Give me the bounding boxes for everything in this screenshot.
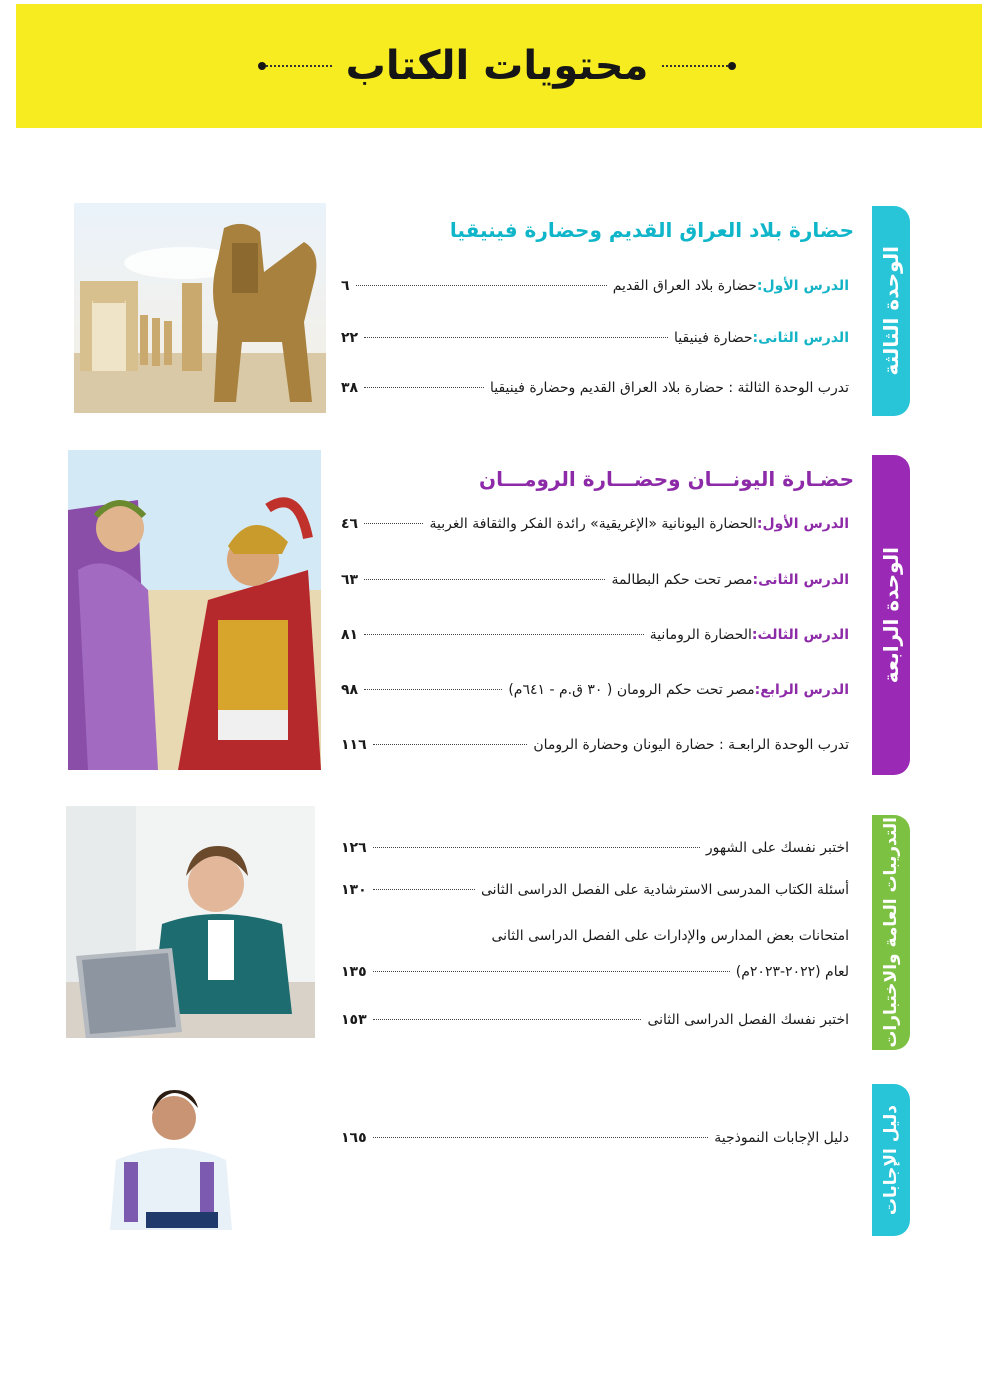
entry-title: اختبر نفسك الفصل الدراسى الثانى — [647, 1012, 849, 1028]
page-number: ١٢٦ — [341, 840, 367, 856]
tab-label: الوحدة الرابعة — [879, 546, 903, 684]
leader-dots — [373, 744, 528, 745]
page-number: ٣٨ — [341, 380, 359, 396]
toc-row[interactable] — [341, 380, 849, 396]
leader-dots — [373, 889, 475, 890]
tab-unit-three[interactable] — [872, 206, 910, 416]
page-number: ١١٦ — [341, 737, 367, 753]
lesson-label: الدرس الثانى: — [752, 572, 849, 588]
toc-row[interactable] — [341, 682, 849, 698]
lesson-title: حضارة بلاد العراق القديم — [612, 278, 757, 294]
page-number: ٩٨ — [341, 682, 359, 698]
page-number: ١٣٥ — [341, 964, 367, 980]
entry-title: امتحانات بعض المدارس والإدارات على الفصل الدراسى الثانى — [491, 928, 849, 944]
entry-title: اختبر نفسك على الشهور — [705, 840, 849, 856]
leader-dots — [356, 285, 607, 286]
entry-title: أسئلة الكتاب المدرسى الاسترشادية على الفصل الدراسى الثانى — [480, 882, 849, 898]
toc-row[interactable] — [341, 572, 849, 588]
tab-label: دليل الإجابات — [881, 1104, 901, 1216]
bullet-dot — [728, 62, 736, 70]
page-number: ٦ — [341, 278, 350, 294]
lesson-label: الدرس الأول: — [756, 278, 849, 294]
lesson-label: الدرس الأول: — [756, 516, 849, 532]
leader-dots — [373, 847, 700, 848]
entry-title: دليل الإجابات النموذجية — [714, 1130, 849, 1146]
leader-dots — [364, 634, 644, 635]
dotted-rule — [662, 65, 728, 67]
toc-row[interactable] — [341, 737, 849, 753]
page-number: ١٥٣ — [341, 1012, 367, 1028]
toc-row[interactable] — [341, 1130, 849, 1146]
leader-dots — [364, 579, 605, 580]
leader-dots — [364, 689, 502, 690]
page-number: ١٣٠ — [341, 882, 367, 898]
toc-row[interactable] — [341, 278, 849, 294]
student-laptop-photo — [66, 806, 315, 1038]
lesson-label: الدرس الثالث: — [751, 627, 849, 643]
lesson-title: الحضارة الرومانية — [649, 627, 752, 643]
toc-row[interactable] — [341, 627, 849, 643]
lesson-title: تدرب الوحدة الثالثة : حضارة بلاد العراق القديم وحضارة فينيقيا — [489, 380, 849, 396]
leader-dots — [373, 1019, 642, 1020]
toc-row[interactable] — [341, 330, 849, 346]
toc-row[interactable] — [341, 516, 849, 532]
unit-heading: حضارة بلاد العراق القديم وحضارة فينيقيا — [449, 218, 854, 242]
lesson-title: حضارة فينيقيا — [674, 330, 753, 346]
lesson-title: تدرب الوحدة الرابعـة : حضارة اليونان وحضارة الرومان — [533, 737, 849, 753]
tab-unit-four[interactable] — [872, 455, 910, 775]
student-reading-photo — [96, 1080, 242, 1230]
lesson-title: مصر تحت حكم البطالمة — [611, 572, 753, 588]
page-number: ٤٦ — [341, 516, 359, 532]
page-number: ١٦٥ — [341, 1130, 367, 1146]
dotted-rule — [266, 65, 332, 67]
title-row — [0, 4, 994, 128]
tab-answers[interactable] — [872, 1084, 910, 1236]
greek-roman-figures-illustration — [68, 450, 321, 770]
lesson-title: الحضارة اليونانية «الإغريقية» رائدة الفكر والثقافة الغربية — [429, 516, 757, 532]
toc-row[interactable] — [341, 1012, 849, 1028]
tab-exercises[interactable] — [872, 815, 910, 1050]
unit-heading: حضـارة اليونـــان وحضـــارة الرومـــان — [479, 467, 854, 491]
lesson-label: الدرس الثانى: — [752, 330, 849, 346]
leader-dots — [364, 523, 423, 524]
lamassu-ruins-illustration — [74, 203, 326, 413]
page-number: ٢٢ — [341, 330, 359, 346]
tab-label: التدريبات العامة والاختبارات — [881, 817, 901, 1048]
leader-dots — [364, 337, 668, 338]
entry-title: لعام (٢٠٢٢-٢٠٢٣م) — [735, 964, 849, 980]
bullet-dot — [258, 62, 266, 70]
leader-dots — [364, 387, 484, 388]
page-number: ٦٣ — [341, 572, 359, 588]
page-title: محتويات الكتاب — [345, 43, 649, 89]
tab-label: الوحدة الثالثة — [879, 246, 903, 376]
toc-row[interactable] — [341, 928, 849, 944]
leader-dots — [373, 971, 730, 972]
lesson-title: مصر تحت حكم الرومان ( ٣٠ ق.م - ٦٤١م) — [508, 682, 755, 698]
toc-row[interactable] — [341, 882, 849, 898]
toc-row[interactable] — [341, 964, 849, 980]
lesson-label: الدرس الرابع: — [754, 682, 849, 698]
toc-row[interactable] — [341, 840, 849, 856]
page-number: ٨١ — [341, 627, 359, 643]
leader-dots — [373, 1137, 709, 1138]
